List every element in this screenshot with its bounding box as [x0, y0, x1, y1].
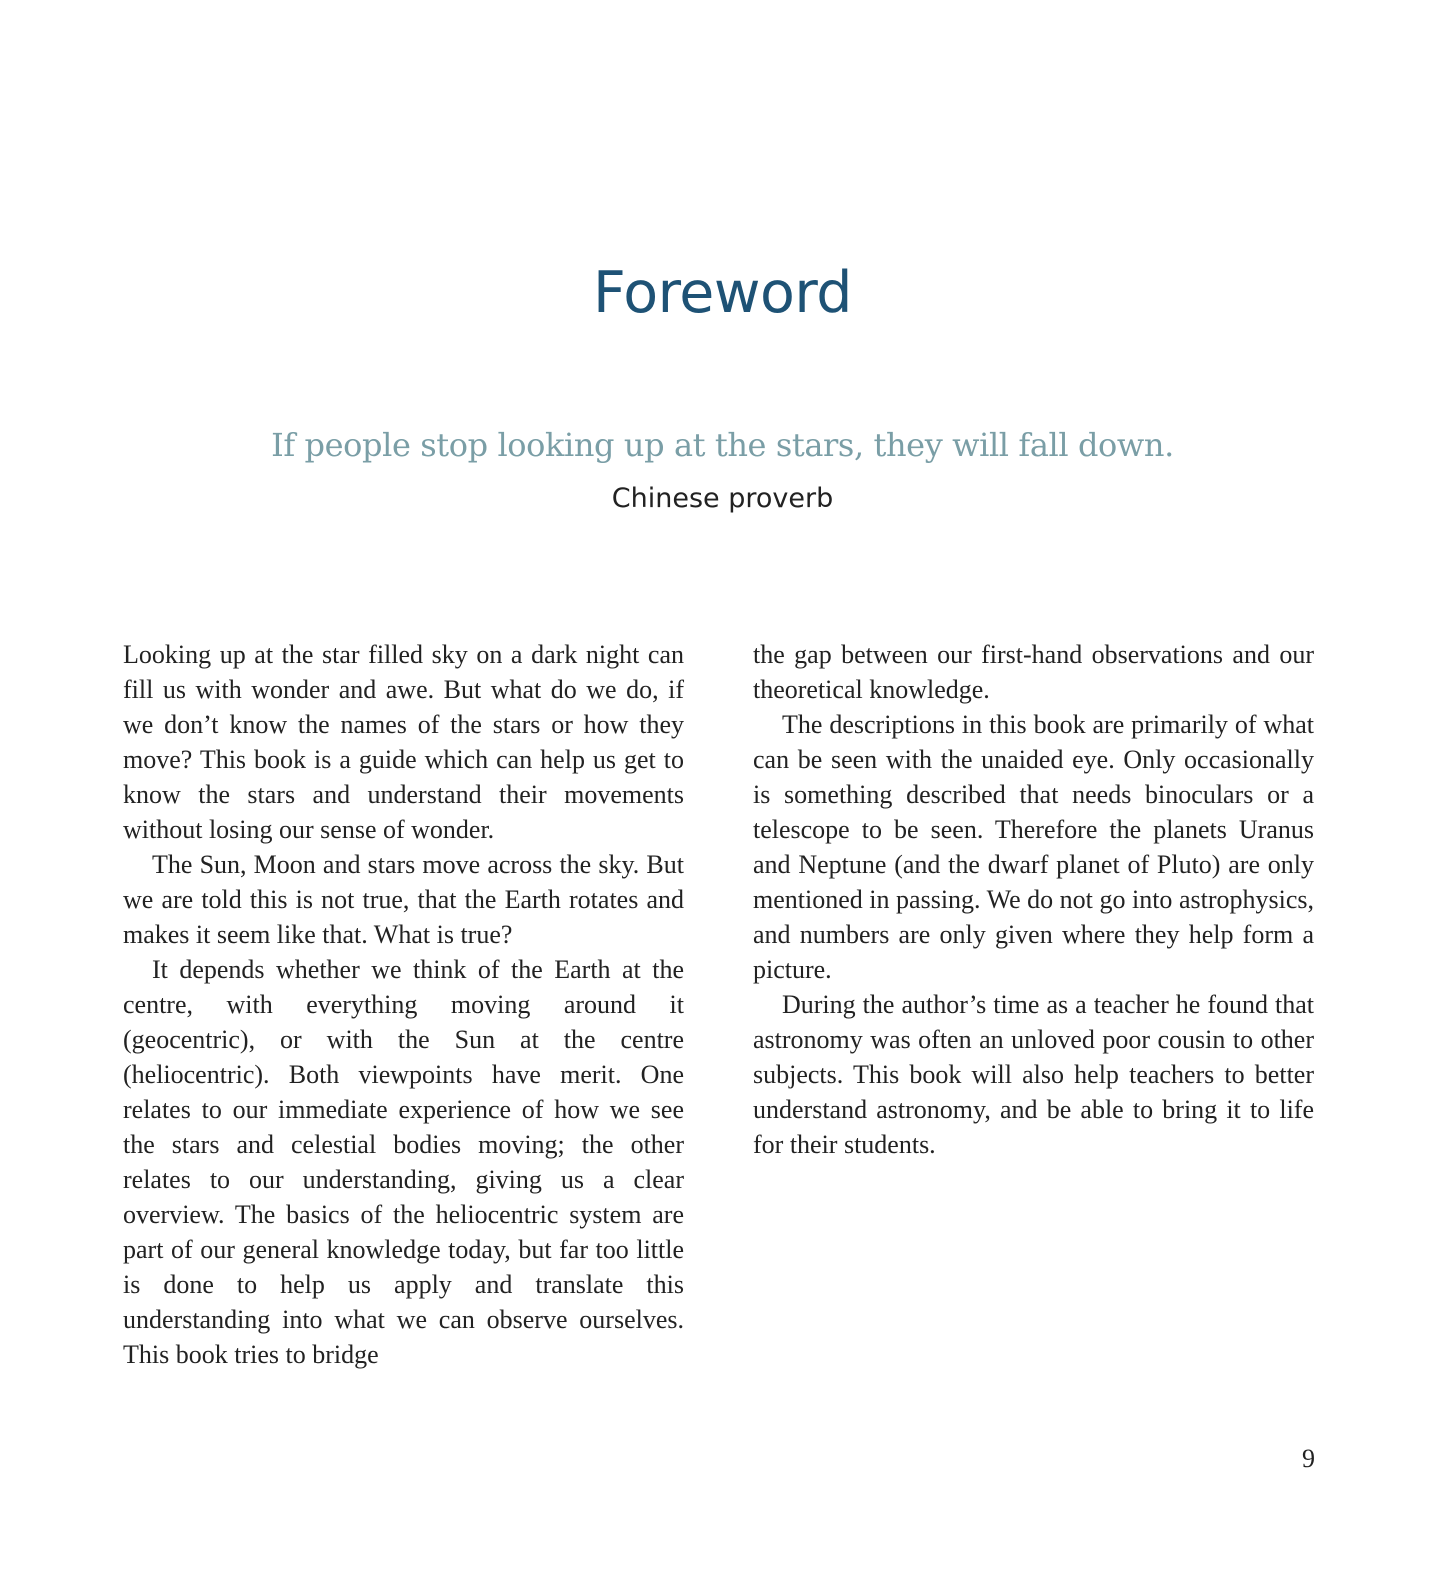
paragraph: The Sun, Moon and stars move across the sky. But we are told this is not true, that the Earth rotates and makes it seem like that. What is true? [123, 850, 684, 949]
paragraph: The descriptions in this book are primarily of what can be seen with the unaided eye. Only occasionally is something described that needs binoculars or a telescope to be seen. Therefore the planets Uranus and Neptune (and the dwarf planet of Pluto) are only mentioned in passing. We do not go into astrophysics, and numbers are only given where they help form a picture. [753, 710, 1314, 984]
body-column-right [753, 637, 1314, 1162]
paragraph: It depends whether we think of the Earth at the centre, with everything moving around it (geocentric), or with the Sun at the centre (heliocentric). Both viewpoints have merit. One relates to our immediate experience of how we see the stars and celestial bodies moving; the other relates to our understanding, giving us a clear overview. The basics of the heliocentric system are part of our general knowledge today, but far too little is done to help us apply and translate this understanding into what we can observe ourselves. This book tries to bridge [123, 955, 684, 1369]
paragraph: Looking up at the star filled sky on a dark night can fill us with wonder and awe. But what do we do, if we don’t know the names of the stars or how they move? This book is a guide which can help us get to know the stars and understand their movements without losing our sense of wonder. [123, 640, 684, 844]
page-title: Foreword [593, 260, 852, 326]
paragraph: During the author’s time as a teacher he found that astronomy was often an unloved poor cousin to other subjects. This book will also help teachers to better understand astronomy, and be able to bring it to life for their students. [753, 990, 1314, 1159]
body-column-left [123, 637, 684, 1372]
paragraph: the gap between our first-hand observations and our theoretical knowledge. [753, 640, 1314, 704]
epigraph-quote: If people stop looking up at the stars, they will fall down. [271, 426, 1174, 464]
page-number: 9 [1302, 1444, 1315, 1473]
epigraph-attribution: Chinese proverb [611, 483, 834, 514]
